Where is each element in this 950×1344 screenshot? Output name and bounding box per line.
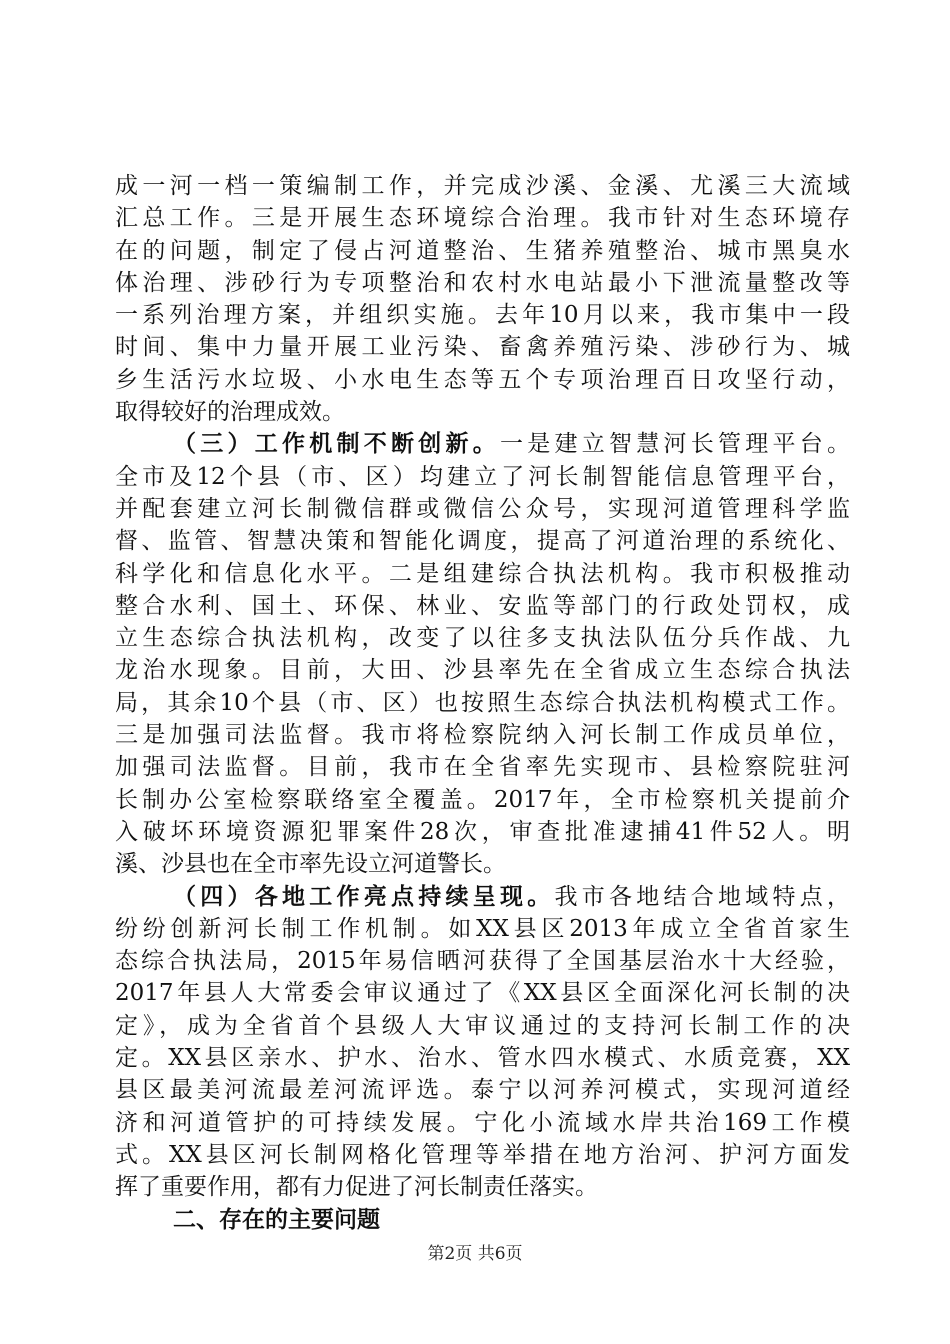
text-segment: 溪、沙县也在全市率先设立河道警长。	[115, 851, 506, 878]
text-line	[115, 848, 850, 880]
text-segment: 体治理、涉砂行为专项整治和农村水电站最小下泄流量整改等	[115, 269, 850, 296]
text-line	[115, 945, 850, 977]
page-footer: 第2页 共6页	[427, 1244, 523, 1264]
text-segment: 纷纷创新河长制工作机制。如XX县区2013年成立全省首家生	[115, 915, 850, 942]
text-segment: 全市及12个县（市、区）均建立了河长制智能信息管理平台，	[115, 463, 850, 490]
text-line	[115, 1010, 850, 1042]
text-segment: 科学化和信息化水平。二是组建综合执法机构。我市积极推动	[115, 560, 850, 587]
text-line	[115, 235, 850, 267]
text-segment: 定》，成为全省首个县级人大审议通过的支持河长制工作的决	[115, 1012, 850, 1039]
text-segment: 督、监管、智慧决策和智能化调度，提高了河道治理的系统化、	[115, 528, 850, 555]
text-line	[115, 1139, 850, 1171]
text-line	[115, 1107, 850, 1139]
text-line	[115, 525, 850, 557]
text-line	[115, 881, 850, 913]
text-line	[115, 590, 850, 622]
text-line	[115, 364, 850, 396]
text-line	[115, 751, 850, 783]
text-segment: 一系列治理方案，并组织实施。去年10月以来，我市集中一段	[115, 302, 850, 329]
text-line	[115, 558, 850, 590]
text-line	[115, 170, 850, 202]
text-segment: 式。XX县区河长制网格化管理等举措在地方治河、护河方面发	[115, 1141, 850, 1168]
text-line	[115, 687, 850, 719]
section-heading: 二、存在的主要问题	[173, 1205, 380, 1233]
text-line	[115, 622, 850, 654]
text-segment: 挥了重要作用，都有力促进了河长制责任落实。	[115, 1174, 598, 1201]
text-segment: 立生态综合执法机构，改变了以往多支执法队伍分兵作战、九	[115, 625, 850, 652]
text-line	[115, 428, 850, 460]
body-text	[115, 170, 850, 1236]
text-segment: 加强司法监督。目前，我市在全省率先实现市、县检察院驻河	[115, 754, 850, 781]
text-line	[115, 1042, 850, 1074]
text-segment: 2017年县人大常委会审议通过了《XX县区全面深化河长制的决	[115, 980, 850, 1007]
text-segment: 一是建立智慧河长管理平台。	[500, 431, 850, 458]
text-line	[115, 719, 850, 751]
text-segment: 定。XX县区亲水、护水、治水、管水四水模式、水质竞赛，XX	[115, 1045, 850, 1072]
text-segment: 整合水利、国土、环保、林业、安监等部门的行政处罚权，成	[115, 592, 850, 619]
text-line	[115, 1074, 850, 1106]
text-line	[115, 396, 850, 428]
text-line	[115, 461, 850, 493]
text-segment: 态综合执法局，2015年易信晒河获得了全国基层治水十大经验，	[115, 948, 850, 975]
text-segment: 三是加强司法监督。我市将检察院纳入河长制工作成员单位，	[115, 722, 850, 749]
text-segment: 在的问题，制定了侵占河道整治、生猪养殖整治、城市黑臭水	[115, 237, 850, 264]
text-segment: 龙治水现象。目前，大田、沙县率先在全省成立生态综合执法	[115, 657, 850, 684]
text-segment: 我市各地结合地域特点，	[554, 883, 850, 910]
text-line	[115, 977, 850, 1009]
text-segment: 成一河一档一策编制工作，并完成沙溪、金溪、尤溪三大流域	[115, 173, 850, 199]
text-segment: 时间、集中力量开展工业污染、畜禽养殖污染、涉砂行为、城	[115, 334, 850, 361]
text-segment: 长制办公室检察联络室全覆盖。2017年，全市检察机关提前介	[115, 786, 850, 813]
text-line	[115, 267, 850, 299]
text-line	[115, 1171, 850, 1203]
text-line	[115, 331, 850, 363]
text-line	[115, 493, 850, 525]
text-line	[115, 299, 850, 331]
text-line	[115, 784, 850, 816]
text-line	[115, 816, 850, 848]
text-line	[115, 654, 850, 686]
text-segment: 局，其余10个县（市、区）也按照生态综合执法机构模式工作。	[115, 689, 850, 716]
paragraph-heading: （四）各地工作亮点持续呈现。	[173, 882, 555, 910]
text-segment: 济和河道管护的可持续发展。宁化小流域水岸共治169工作模	[115, 1109, 850, 1136]
text-line	[115, 913, 850, 945]
text-segment: 县区最美河流最差河流评选。泰宁以河养河模式，实现河道经	[115, 1077, 850, 1104]
text-segment: 入破坏环境资源犯罪案件28次，审查批准逮捕41件52人。明	[115, 818, 850, 845]
text-segment: 并配套建立河长制微信群或微信公众号，实现河道管理科学监	[115, 495, 850, 522]
text-segment: 乡生活污水垃圾、小水电生态等五个专项治理百日攻坚行动，	[115, 366, 850, 393]
text-segment: 汇总工作。三是开展生态环境综合治理。我市针对生态环境存	[115, 205, 850, 232]
text-line	[115, 202, 850, 234]
text-segment: 取得较好的治理成效。	[115, 399, 345, 426]
paragraph-heading: （三）工作机制不断创新。	[173, 430, 500, 458]
